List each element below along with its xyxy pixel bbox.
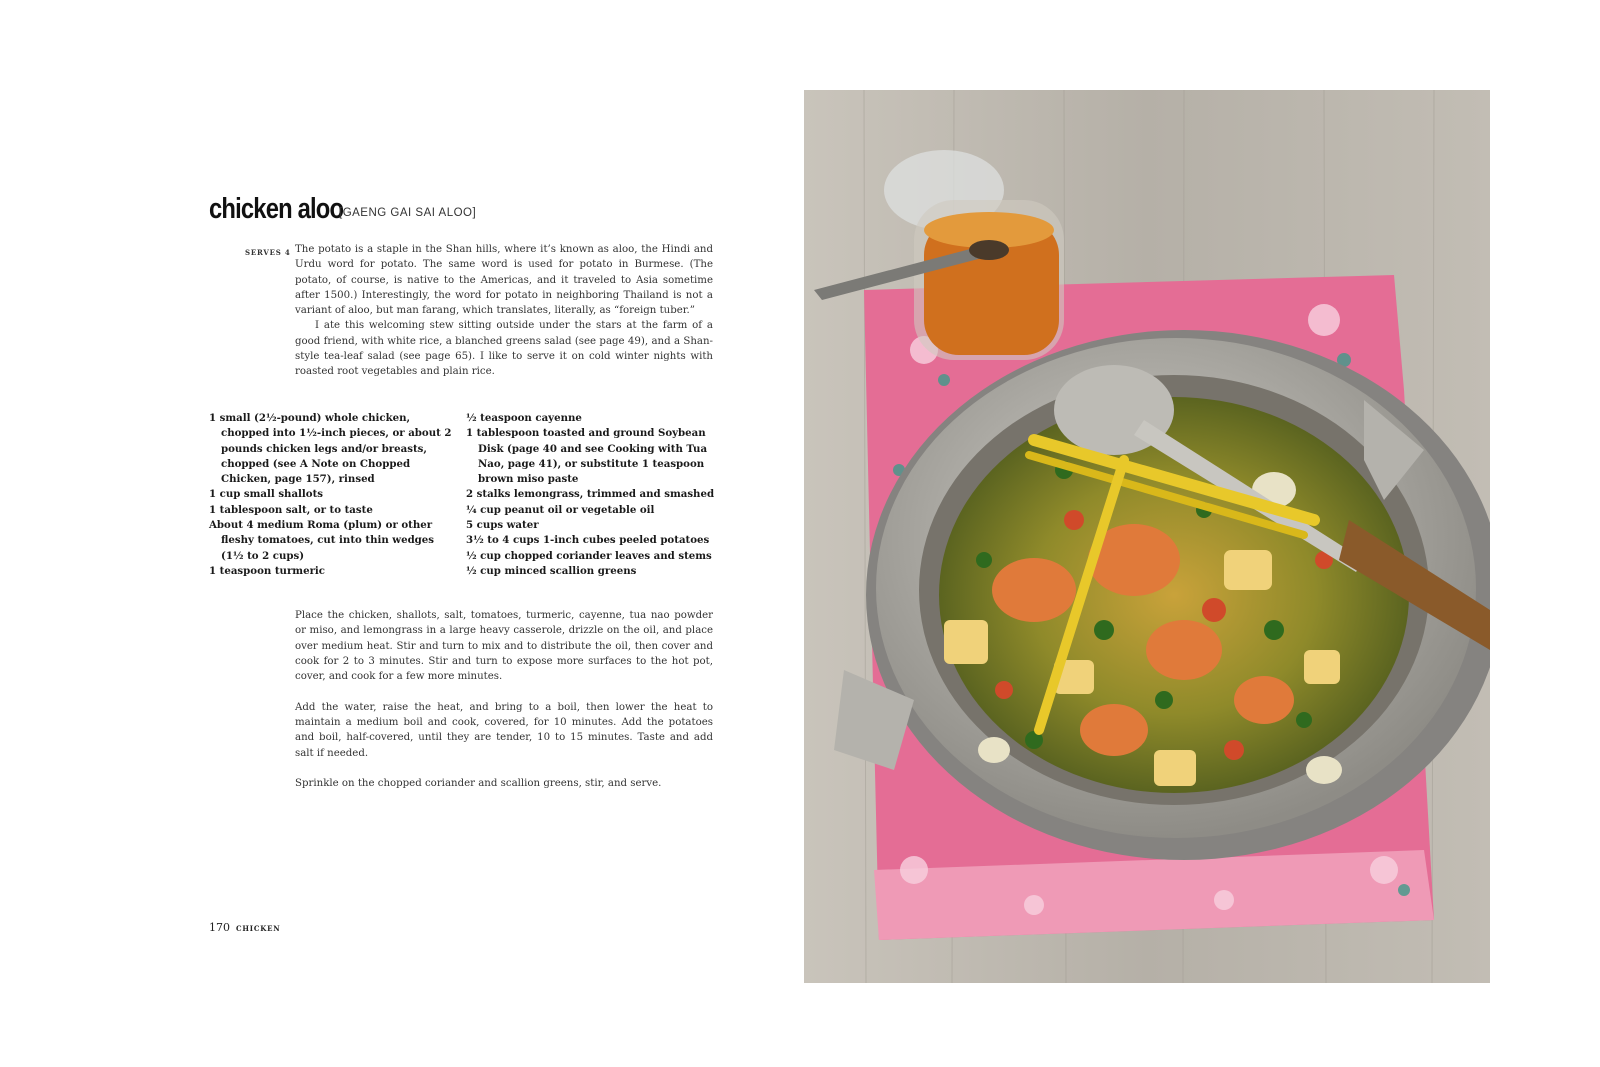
method-step: Add the water, raise the heat, and bring to a boil, then lower the heat to maintain a medium boil and cook, covered, for 10 minutes. Add the potatoes and boil, half-covered, until they are tender, 10 to 15 minutes. Taste and add salt if needed. — [295, 701, 713, 759]
ingredient-item: 1 teaspoon turmeric — [209, 564, 326, 577]
section-name: CHICKEN — [236, 924, 281, 933]
ingredients-left-column — [209, 411, 455, 579]
food-photo — [804, 90, 1490, 983]
ingredient-item: 1 cup small shallots — [209, 488, 324, 501]
ingredient-item: 2 stalks lemongrass, trimmed and smashed — [466, 488, 715, 501]
intro-paragraph: I ate this welcoming stew sitting outside under the stars at the farm of a good friend, with white rice, a blanched greens salad (see page 49), and a Shan-style tea-leaf salad (see page 65). I like to serve it on cold winter nights with roasted root vegetables and plain rice. — [295, 320, 713, 378]
ingredient-item: 1 tablespoon salt, or to taste — [209, 503, 373, 516]
ingredient-item: 1 tablespoon toasted and ground Soybean Disk (page 40 and see Cooking with Tua Nao, page 41), or substitute 1 teaspoon brown miso paste — [466, 427, 708, 486]
page-footer — [209, 921, 280, 934]
method-step: Place the chicken, shallots, salt, tomatoes, turmeric, cayenne, tua nao powder or miso, and lemongrass in a large heavy casserole, drizzle on the oil, and place over medium heat. Stir and turn to mix and to distribute the oil, then cover and cook for 2 to 3 minutes. Stir and turn to expose more surfaces to the hot pot, cover, and cook for a few more minutes. — [295, 610, 713, 683]
method-text — [295, 608, 713, 807]
serves-label: SERVES 4 — [245, 248, 291, 257]
recipe-subtitle: [GAENG GAI SAI ALOO] — [339, 207, 477, 219]
ingredient-item: 5 cups water — [466, 519, 539, 532]
ingredient-item: 1 small (2½-pound) whole chicken, chopped into 1½-inch pieces, or about 2 pounds chicken legs and/or breasts, chopped (see A Note on Chopped Chicken, page 157), rinsed — [209, 412, 452, 486]
ingredient-item: 3½ to 4 cups 1-inch cubes peeled potatoes — [466, 534, 710, 547]
ingredient-item: About 4 medium Roma (plum) or other fleshy tomatoes, cut into thin wedges (1½ to 2 cups) — [209, 519, 435, 562]
recipe-page — [0, 0, 780, 1067]
recipe-header — [209, 193, 477, 226]
page-number: 170 — [209, 921, 230, 934]
ingredient-item: ½ cup chopped coriander leaves and stems — [466, 549, 712, 562]
ingredient-item: ½ teaspoon cayenne — [466, 412, 582, 424]
recipe-title: chicken aloo — [209, 193, 344, 225]
intro-text — [295, 242, 713, 380]
ingredient-item: ¼ cup peanut oil or vegetable oil — [466, 503, 655, 516]
intro-paragraph: The potato is a staple in the Shan hills, where it’s known as aloo, the Hindi and Urdu word for potato. The same word is used for potato in Burmese. (The potato, of course, is native to the Americas, and it traveled to Asia sometime after 1500.) Interestingly, the word for potato in neighboring Thailand is not a variant of aloo, but man farang, which translates, literally, as “foreign tuber.” — [295, 244, 713, 317]
method-step: Sprinkle on the chopped coriander and scallion greens, stir, and serve. — [295, 778, 662, 790]
ingredients-right-column — [466, 411, 722, 579]
ingredient-item: ½ cup minced scallion greens — [466, 564, 637, 577]
